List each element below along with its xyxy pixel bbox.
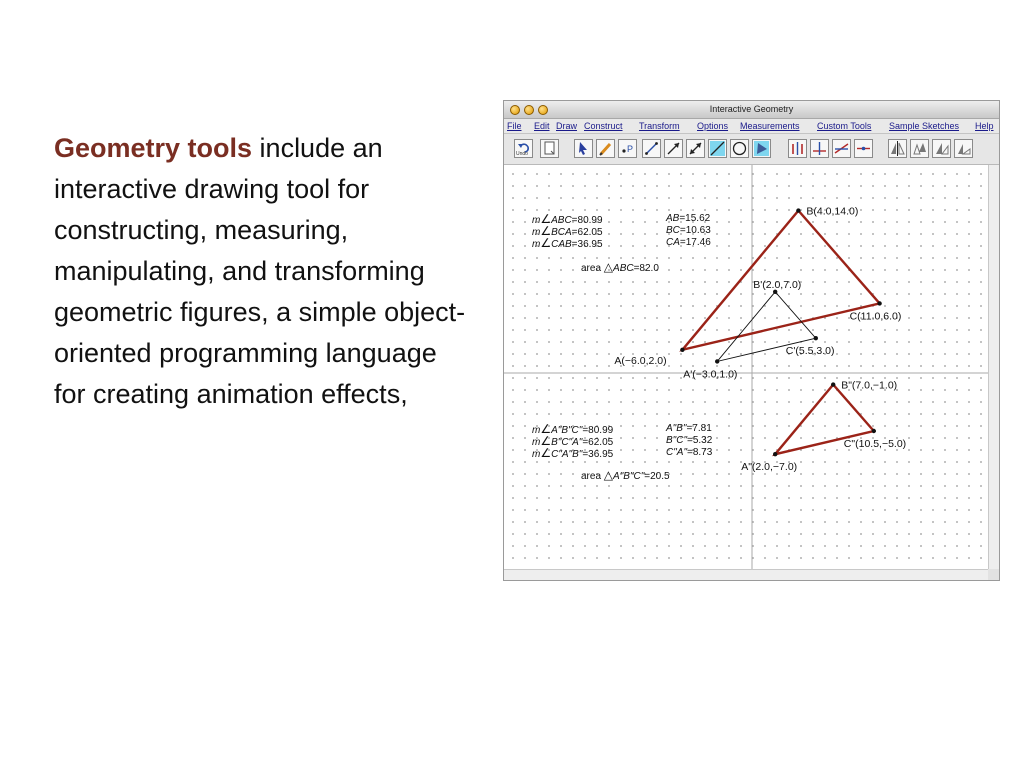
area-label: area [581,471,604,482]
point-label-a1: A'(−3.0,1.0) [683,368,738,381]
triangle-icon: △ [603,260,614,274]
measure-prefix: m [532,215,541,226]
title-bar [504,101,999,119]
segment-length-value: =7.81 [686,423,712,434]
menu-sample-sketches[interactable]: Sample Sketches [889,121,960,131]
top-length-measure [666,225,711,237]
segment-name: B"C" [666,435,687,446]
segment-length-value: =10.63 [679,225,711,236]
angle-symbol-icon: ∠ [540,446,552,460]
top-angle-measure [532,237,603,251]
undo-label: Undo [516,151,528,157]
segment-length-value: =8.73 [687,447,713,458]
point-b [796,208,800,212]
angle-name: BCA [551,227,572,238]
point-icon[interactable] [618,139,637,158]
measure-prefix: m [532,239,541,250]
drawing-canvas[interactable] [504,165,988,569]
reflect-icon[interactable] [888,139,907,158]
app-window [503,100,1000,581]
segment-length-value: =17.46 [679,237,711,248]
dilate-icon[interactable] [954,139,973,158]
angle-symbol-icon: ∠ [540,224,552,238]
area-value: =20.5 [644,471,670,482]
perpendicular-icon[interactable] [810,139,829,158]
slide-body: include an interactive drawing tool for constructing, measuring, manipulating, and transforming geometric figures, a simple object-oriented programming language for creating animation effects, [54,133,466,409]
area-triangle-name: ABC [613,263,634,274]
angle-value: =36.95 [571,239,603,250]
point-label-a2: A"(2.0,−7.0) [741,461,798,474]
slide-highlight: Geometry tools [54,133,253,163]
angle-name: CAB [551,239,572,250]
point-a [680,348,684,352]
angle-value: =62.05 [571,227,603,238]
menu-measurements[interactable]: Measurements [740,121,800,131]
line-icon[interactable] [708,139,727,158]
point-label-c2: C"(10.5,−5.0) [843,438,907,450]
menu-edit[interactable]: Edit [534,121,550,131]
measure-prefix: m [532,437,541,448]
point-a2 [773,452,777,456]
point-label-c1: C'(5.5,3.0) [785,345,835,358]
menu-options[interactable]: Options [697,121,729,131]
menu-custom-tools[interactable]: Custom Tools [817,121,872,131]
menu-help[interactable]: Help [975,121,994,131]
angle-symbol-icon: ∠ [540,434,552,448]
area-label: area [581,263,604,274]
angle-name: B"C"A" [551,437,583,448]
angle-value: =80.99 [571,215,603,226]
angle-name: A"B"C" [551,425,583,436]
point-c1 [814,336,818,340]
segment-name: AB [666,213,680,224]
vertical-scrollbar[interactable] [988,165,1000,569]
segment-name: BC [666,225,680,236]
horizontal-scrollbar[interactable] [504,569,988,581]
top-length-measure [666,237,711,249]
point-b2 [831,382,835,386]
point-label-a: A(−6.0,2.0) [614,354,667,367]
window-title: Interactive Geometry [709,104,794,114]
segment-icon[interactable] [642,139,661,158]
rotate-icon[interactable] [932,139,951,158]
perpendicular-bisector-icon[interactable] [788,139,807,158]
point-label-b: B(4.0,14.0) [806,205,859,218]
select-arrow-icon[interactable] [574,139,593,158]
point-c [877,301,881,305]
measure-prefix: m [532,425,541,436]
area-value: =82.0 [633,263,659,274]
ray-icon[interactable] [664,139,683,158]
point-label-b2: B"(7.0,−1.0) [841,379,898,392]
segment-length-value: =5.32 [687,435,713,446]
resize-grip-icon[interactable] [988,569,1000,581]
vector-icon[interactable] [686,139,705,158]
angle-value: =80.99 [582,425,614,436]
circle-icon[interactable] [730,139,749,158]
measure-prefix: m [532,227,541,238]
page-icon[interactable] [540,139,559,158]
angle-value: =62.05 [582,437,614,448]
undo-icon[interactable] [514,139,533,158]
point-label-b1: B'(2.0,7.0) [753,278,802,291]
bottom-length-measure [666,423,712,435]
toolbar [504,134,999,165]
polygon-icon[interactable] [752,139,771,158]
triangle-icon: △ [603,468,614,482]
angle-value: =36.95 [582,449,614,460]
svg-text:P: P [627,144,634,154]
bottom-length-measure [666,435,712,447]
segment-name: C"A" [666,447,687,458]
point-a1 [715,359,719,363]
segment-name: CA [666,237,680,248]
area-triangle-name: A"B"C" [613,471,645,482]
bottom-length-measure [666,447,712,459]
pencil-icon[interactable] [596,139,615,158]
bottom-angle-measure [532,447,613,461]
top-length-measure [666,213,710,225]
point-label-c: C(11.0,6.0) [849,310,902,323]
measure-prefix: m [532,449,541,460]
top-area-measure [581,261,659,275]
midpoint-icon[interactable] [854,139,873,158]
menu-construct[interactable]: Construct [584,121,623,131]
angle-name: ABC [551,215,572,226]
menu-bar [504,119,999,134]
segment-length-value: =15.62 [679,213,711,224]
slide-text [54,128,474,415]
translate-icon[interactable] [910,139,929,158]
point-c2 [872,429,876,433]
menu-draw[interactable]: Draw [556,121,578,131]
segment-name: A"B" [666,423,687,434]
angle-bisector-icon[interactable] [832,139,851,158]
menu-file[interactable]: File [507,121,522,131]
angle-symbol-icon: ∠ [540,212,552,226]
angle-name: C"A"B" [551,449,583,460]
angle-symbol-icon: ∠ [540,236,552,250]
bottom-area-measure [581,469,670,483]
angle-symbol-icon: ∠ [540,422,552,436]
menu-transform[interactable]: Transform [639,121,680,131]
